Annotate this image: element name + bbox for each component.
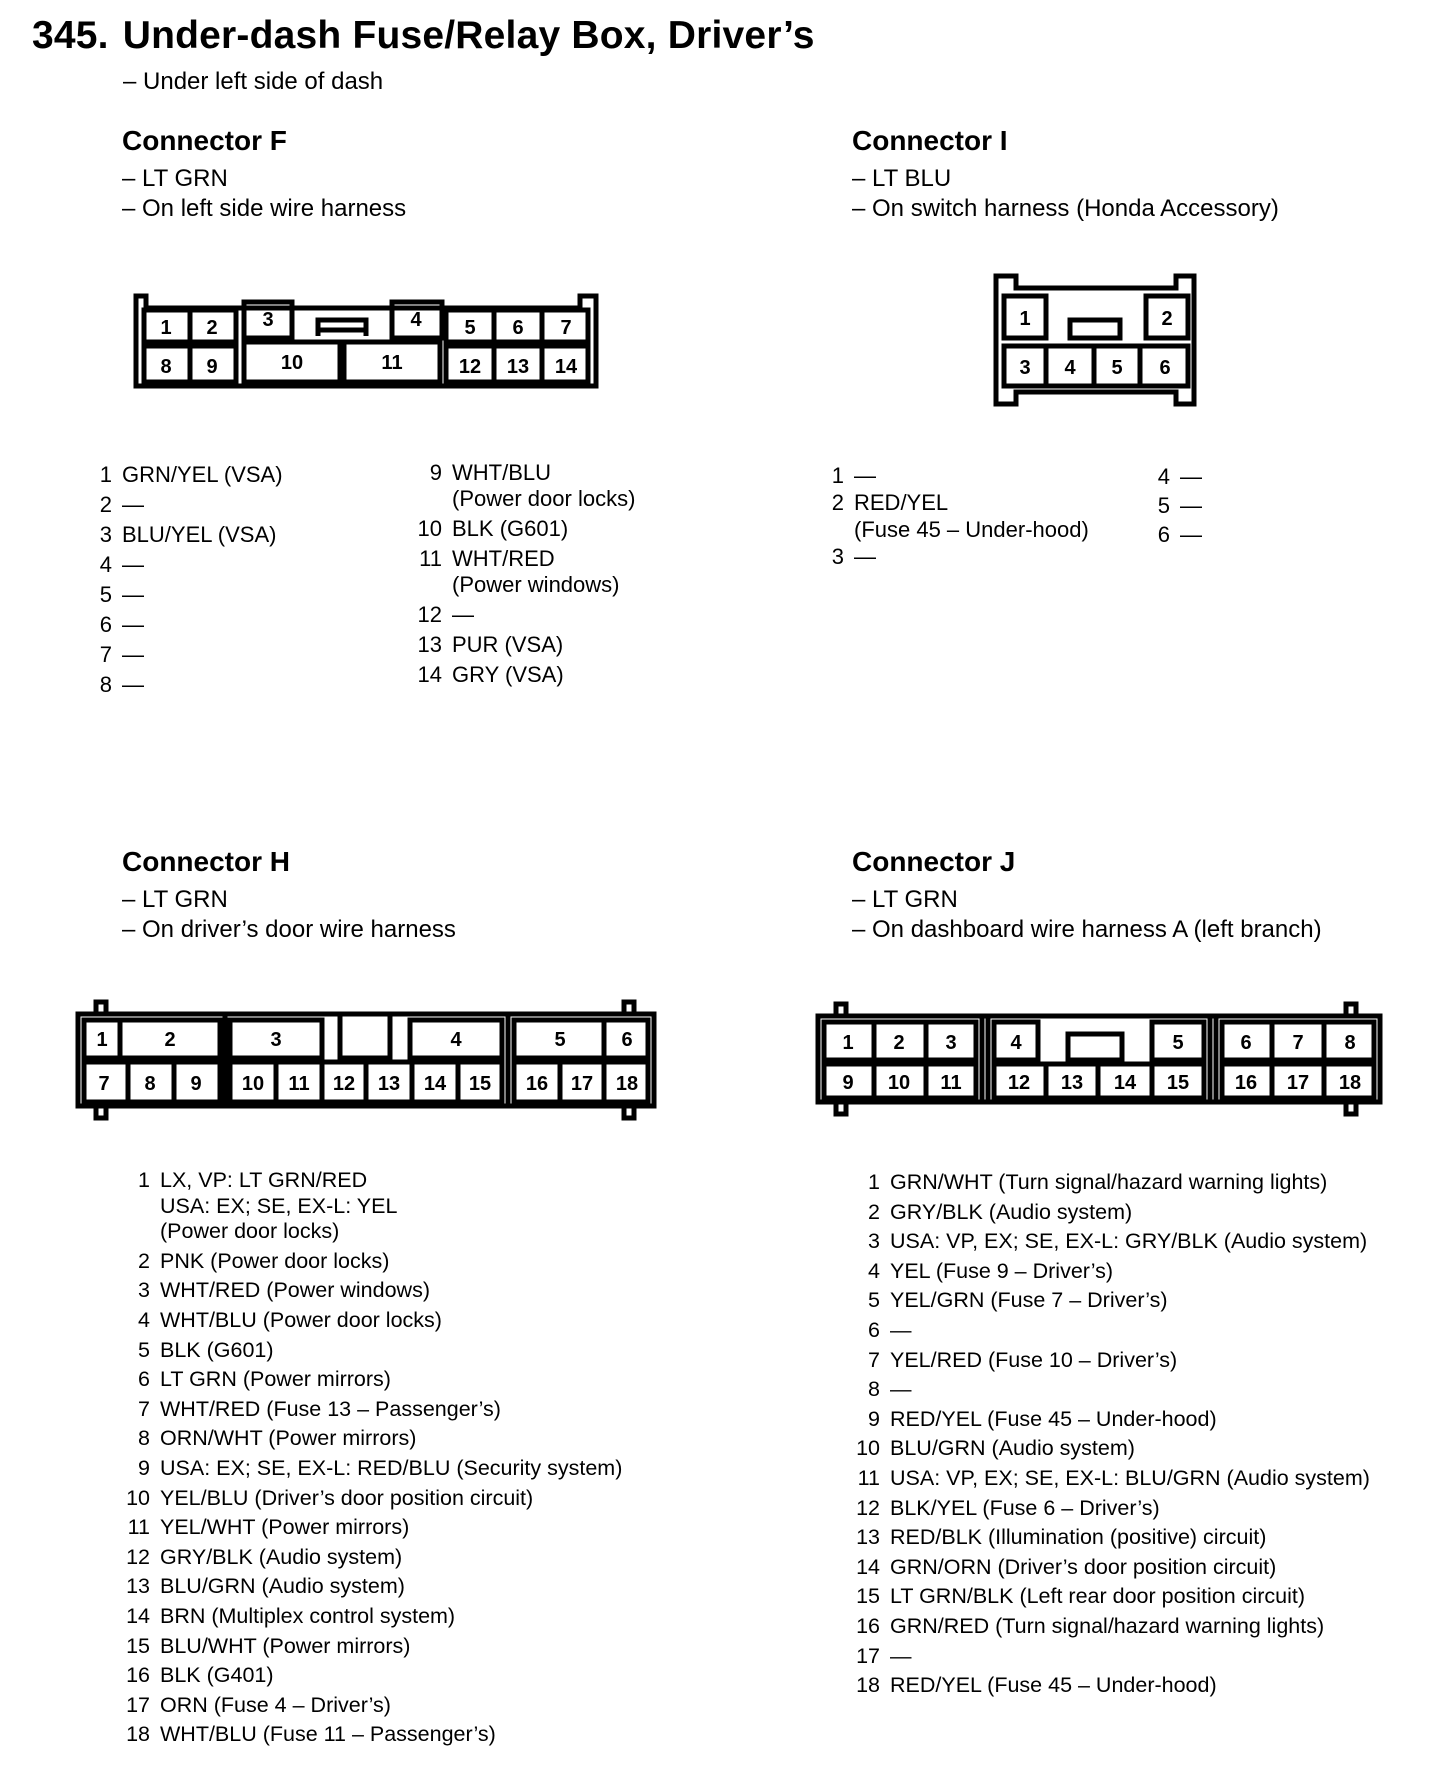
pin-entry bbox=[96, 490, 283, 520]
pin-wire: GRN/YEL (VSA) bbox=[122, 462, 283, 487]
pin-number: 3 bbox=[868, 1229, 880, 1254]
pin-entry bbox=[122, 1456, 622, 1482]
connector-f-pin-1: 1 bbox=[160, 317, 172, 339]
pin-number: 1 bbox=[868, 1170, 880, 1194]
pin-number: 3 bbox=[831, 544, 844, 569]
pin-wire: GRY/BLK (Audio system) bbox=[160, 1544, 403, 1569]
pin-entry bbox=[122, 1278, 622, 1304]
pin-entry bbox=[828, 489, 1089, 543]
connector-j-pin-7: 7 bbox=[1292, 1032, 1304, 1054]
page-title-text: Under-dash Fuse/Relay Box, Driver’s bbox=[122, 14, 815, 57]
pin-wire: — bbox=[1180, 464, 1202, 489]
connector-i-pin-3: 3 bbox=[1019, 357, 1031, 379]
pin-number: 7 bbox=[99, 642, 112, 667]
connector-h-pin-13: 13 bbox=[377, 1073, 401, 1095]
pin-entry bbox=[412, 632, 635, 658]
pin-wire: WHT/BLU (Power door locks) bbox=[452, 460, 636, 511]
connector-i-color: – LT BLU bbox=[852, 165, 952, 192]
connector-h-pin-15: 15 bbox=[468, 1073, 492, 1095]
pin-number: 9 bbox=[429, 460, 442, 485]
pin-wire: — bbox=[890, 1643, 912, 1668]
connector-j-pin-13: 13 bbox=[1060, 1072, 1084, 1094]
pin-number: 18 bbox=[126, 1722, 150, 1747]
pin-entry bbox=[852, 1346, 1370, 1376]
connector-j-pin-15: 15 bbox=[1166, 1072, 1190, 1094]
pin-entry bbox=[96, 580, 283, 610]
connector-f-pinlist-1 bbox=[96, 460, 283, 700]
pin-wire: RED/YEL (Fuse 45 – Under-hood) bbox=[890, 1673, 1217, 1698]
pin-wire: — bbox=[452, 602, 474, 627]
connector-h-diagram bbox=[78, 1002, 654, 1118]
connector-j-pin-6: 6 bbox=[1240, 1032, 1252, 1054]
pin-wire: GRY (VSA) bbox=[452, 662, 564, 687]
connector-h-pin-9: 9 bbox=[190, 1073, 202, 1095]
connector-h-pin-7: 7 bbox=[98, 1073, 110, 1095]
pin-entry bbox=[852, 1286, 1370, 1316]
pin-number: 3 bbox=[138, 1278, 150, 1303]
pin-entry bbox=[828, 462, 1089, 489]
connector-j-pin-3: 3 bbox=[945, 1032, 957, 1054]
pin-number: 11 bbox=[419, 546, 442, 571]
pin-entry bbox=[1154, 462, 1202, 491]
connector-j-pin-10: 10 bbox=[887, 1072, 911, 1094]
pin-number: 6 bbox=[868, 1317, 880, 1342]
connector-i-pin-1: 1 bbox=[1019, 308, 1031, 330]
pin-entry bbox=[122, 1426, 622, 1452]
pin-entry bbox=[852, 1582, 1370, 1612]
pin-number: 1 bbox=[99, 462, 112, 487]
pin-entry bbox=[96, 640, 283, 670]
connector-h-title: Connector H bbox=[122, 846, 290, 877]
pin-number: 5 bbox=[1157, 493, 1170, 518]
pin-entry bbox=[96, 550, 283, 580]
connector-j-title: Connector J bbox=[852, 846, 1016, 877]
connector-h-pin-17: 17 bbox=[570, 1073, 594, 1095]
connector-h-location: – On driver’s door wire harness bbox=[122, 916, 456, 943]
pin-wire: — bbox=[122, 612, 144, 637]
pin-wire: BLU/YEL (VSA) bbox=[122, 522, 277, 547]
connector-j-pin-5: 5 bbox=[1172, 1032, 1184, 1054]
pin-number: 10 bbox=[856, 1436, 880, 1461]
pin-wire: BLK (G601) bbox=[160, 1337, 274, 1362]
pin-wire: LT GRN/BLK (Left rear door position circuit) bbox=[890, 1584, 1306, 1609]
pin-number: 16 bbox=[126, 1663, 150, 1688]
pin-number: 9 bbox=[868, 1406, 880, 1431]
pin-entry bbox=[122, 1168, 622, 1245]
pin-number: 6 bbox=[1157, 522, 1170, 547]
connector-j-pin-9: 9 bbox=[842, 1072, 854, 1094]
pin-number: 1 bbox=[138, 1168, 150, 1192]
pin-number: 2 bbox=[99, 492, 112, 517]
connector-f-pin-10: 10 bbox=[280, 352, 304, 374]
connector-f-location: – On left side wire harness bbox=[122, 195, 407, 222]
pin-entry bbox=[122, 1722, 622, 1748]
pin-number: 10 bbox=[126, 1485, 150, 1510]
connector-h-pin-3: 3 bbox=[270, 1029, 282, 1051]
pin-wire: GRN/RED (Turn signal/hazard warning lights) bbox=[890, 1613, 1325, 1638]
pin-number: 8 bbox=[138, 1426, 150, 1451]
pin-entry bbox=[852, 1612, 1370, 1642]
pin-wire: BLU/WHT (Power mirrors) bbox=[160, 1633, 411, 1658]
pin-number: 6 bbox=[138, 1367, 150, 1392]
pin-wire: USA: VP, EX; SE, EX-L: GRY/BLK (Audio system) bbox=[890, 1229, 1368, 1254]
connector-h-pin-8: 8 bbox=[144, 1073, 156, 1095]
connector-i-location: – On switch harness (Honda Accessory) bbox=[852, 195, 1279, 222]
pin-entry bbox=[852, 1434, 1370, 1464]
pin-number: 18 bbox=[856, 1673, 880, 1698]
pin-entry bbox=[828, 543, 1089, 570]
pin-entry bbox=[412, 516, 635, 542]
pin-wire: YEL (Fuse 9 – Driver’s) bbox=[890, 1258, 1114, 1283]
pin-number: 15 bbox=[856, 1584, 880, 1609]
pin-wire: USA: VP, EX; SE, EX-L: BLU/GRN (Audio system) bbox=[890, 1465, 1370, 1490]
pin-number: 5 bbox=[99, 582, 112, 607]
pin-wire: YEL/RED (Fuse 10 – Driver’s) bbox=[890, 1347, 1178, 1372]
connector-f-pinlist-2 bbox=[412, 460, 635, 688]
connector-f-pin-4: 4 bbox=[410, 309, 422, 331]
pin-wire: — bbox=[122, 582, 144, 607]
connector-h-pin-18: 18 bbox=[615, 1073, 639, 1095]
connector-f-pin-13: 13 bbox=[506, 356, 530, 378]
pin-wire: BLU/GRN (Audio system) bbox=[160, 1574, 405, 1599]
pin-wire: BRN (Multiplex control system) bbox=[160, 1603, 456, 1628]
pin-entry bbox=[122, 1604, 622, 1630]
connector-j-pin-16: 16 bbox=[1234, 1072, 1258, 1094]
connector-i-pin-5: 5 bbox=[1111, 357, 1123, 379]
pin-number: 4 bbox=[1157, 464, 1170, 489]
pin-wire: GRN/WHT (Turn signal/hazard warning lights) bbox=[890, 1170, 1328, 1194]
pin-number: 4 bbox=[868, 1258, 880, 1283]
pin-entry bbox=[122, 1486, 622, 1512]
pin-number: 10 bbox=[417, 516, 442, 541]
pin-entry bbox=[96, 460, 283, 490]
pin-number: 17 bbox=[126, 1692, 150, 1717]
pin-wire: — bbox=[122, 642, 144, 667]
pin-entry bbox=[852, 1257, 1370, 1287]
pin-number: 2 bbox=[831, 490, 844, 515]
pin-entry bbox=[852, 1553, 1370, 1583]
connector-f-color: – LT GRN bbox=[122, 165, 228, 192]
pin-entry bbox=[852, 1198, 1370, 1228]
pin-entry bbox=[96, 670, 283, 700]
connector-h-pin-2: 2 bbox=[164, 1029, 176, 1051]
pin-entry bbox=[122, 1397, 622, 1423]
connector-j-pin-1: 1 bbox=[842, 1032, 854, 1054]
pin-number: 13 bbox=[856, 1525, 880, 1550]
pin-number: 16 bbox=[856, 1613, 880, 1638]
connector-f-pin-9: 9 bbox=[206, 356, 218, 378]
pin-wire: USA: EX; SE, EX-L: RED/BLU (Security system) bbox=[160, 1455, 623, 1480]
pin-entry bbox=[852, 1227, 1370, 1257]
pin-entry bbox=[852, 1523, 1370, 1553]
pin-number: 5 bbox=[138, 1337, 150, 1362]
pin-number: 14 bbox=[126, 1603, 150, 1628]
pin-number: 4 bbox=[99, 552, 112, 577]
connector-i-pin-4: 4 bbox=[1064, 357, 1076, 379]
connector-h-pin-1: 1 bbox=[96, 1029, 108, 1051]
connector-h-pin-6: 6 bbox=[621, 1029, 633, 1051]
pin-entry bbox=[122, 1545, 622, 1571]
pin-entry bbox=[122, 1693, 622, 1719]
pin-entry bbox=[852, 1316, 1370, 1346]
pin-entry bbox=[412, 662, 635, 688]
pin-number: 17 bbox=[856, 1643, 880, 1668]
page-number: 345. bbox=[32, 14, 109, 57]
pin-wire: PUR (VSA) bbox=[452, 632, 564, 657]
connector-h-pin-12: 12 bbox=[332, 1073, 356, 1095]
pin-entry bbox=[1154, 520, 1202, 549]
pin-wire: — bbox=[890, 1317, 912, 1342]
connector-i-pin-6: 6 bbox=[1159, 357, 1171, 379]
pin-entry bbox=[852, 1405, 1370, 1435]
connector-j-pin-11: 11 bbox=[940, 1072, 962, 1094]
pin-number: 15 bbox=[126, 1633, 150, 1658]
pin-wire: — bbox=[890, 1377, 912, 1402]
pin-wire: PNK (Power door locks) bbox=[160, 1248, 390, 1273]
connector-j-diagram bbox=[818, 1004, 1380, 1114]
pin-number: 14 bbox=[417, 662, 442, 687]
connector-h-pin-11: 11 bbox=[288, 1073, 310, 1095]
connector-h-pin-10: 10 bbox=[241, 1073, 265, 1095]
pin-wire: LX, VP: LT GRN/RED USA: EX; SE, EX-L: YEL (Power door locks) bbox=[160, 1168, 398, 1244]
connector-i-pinlist-1 bbox=[828, 462, 1089, 570]
pin-number: 12 bbox=[417, 602, 442, 627]
pin-wire: WHT/RED (Fuse 13 – Passenger’s) bbox=[160, 1396, 501, 1421]
pin-number: 11 bbox=[127, 1515, 150, 1540]
pin-wire: YEL/WHT (Power mirrors) bbox=[160, 1515, 410, 1540]
pin-number: 3 bbox=[99, 522, 112, 547]
pin-entry bbox=[122, 1367, 622, 1393]
connector-h-pin-4: 4 bbox=[450, 1029, 462, 1051]
pin-entry bbox=[122, 1634, 622, 1660]
pin-entry bbox=[852, 1494, 1370, 1524]
connector-j-pin-18: 18 bbox=[1338, 1072, 1362, 1094]
connector-j-pin-2: 2 bbox=[893, 1032, 905, 1054]
pin-wire: BLK/YEL (Fuse 6 – Driver’s) bbox=[890, 1495, 1160, 1520]
pin-wire: WHT/RED (Power windows) bbox=[452, 546, 620, 597]
pin-entry bbox=[122, 1515, 622, 1541]
connector-h-color: – LT GRN bbox=[122, 886, 228, 913]
pin-wire: RED/BLK (Illumination (positive) circuit) bbox=[890, 1525, 1267, 1550]
pin-number: 7 bbox=[868, 1347, 880, 1372]
pin-wire: — bbox=[122, 552, 144, 577]
connector-j-pin-4: 4 bbox=[1010, 1032, 1022, 1054]
connector-i-pin-2: 2 bbox=[1161, 308, 1173, 330]
pin-number: 7 bbox=[138, 1396, 150, 1421]
connector-j-pinlist bbox=[852, 1168, 1370, 1701]
connector-f-pin-6: 6 bbox=[512, 317, 524, 339]
pin-wire: — bbox=[1180, 493, 1202, 518]
pin-wire: GRN/ORN (Driver’s door position circuit) bbox=[890, 1554, 1277, 1579]
connector-h-pin-16: 16 bbox=[525, 1073, 549, 1095]
pin-wire: WHT/BLU (Power door locks) bbox=[160, 1307, 442, 1332]
connector-j-color: – LT GRN bbox=[852, 886, 958, 913]
pin-entry bbox=[852, 1375, 1370, 1405]
pin-entry bbox=[122, 1574, 622, 1600]
pin-entry bbox=[412, 460, 635, 512]
connector-i-title: Connector I bbox=[852, 125, 1008, 156]
connector-i-diagram bbox=[996, 276, 1194, 404]
connector-j-pin-14: 14 bbox=[1113, 1072, 1137, 1094]
connector-h-pin-14: 14 bbox=[423, 1073, 447, 1095]
pin-number: 6 bbox=[99, 612, 112, 637]
pin-wire: WHT/BLU (Fuse 11 – Passenger’s) bbox=[160, 1722, 496, 1747]
pin-entry bbox=[852, 1671, 1370, 1701]
pin-entry bbox=[852, 1464, 1370, 1494]
connector-j-pin-17: 17 bbox=[1286, 1072, 1310, 1094]
pin-number: 5 bbox=[868, 1288, 880, 1313]
pin-number: 2 bbox=[868, 1199, 880, 1224]
pin-entry bbox=[122, 1308, 622, 1334]
pin-number: 1 bbox=[831, 463, 844, 488]
pin-entry bbox=[122, 1249, 622, 1275]
pin-wire: — bbox=[854, 544, 876, 569]
pin-wire: RED/YEL (Fuse 45 – Under-hood) bbox=[890, 1406, 1217, 1431]
connector-i-pinlist-2 bbox=[1154, 462, 1202, 549]
connector-f-pin-7: 7 bbox=[560, 317, 572, 339]
connector-f-pin-14: 14 bbox=[554, 356, 578, 378]
pin-number: 2 bbox=[138, 1248, 150, 1273]
connector-f-pin-8: 8 bbox=[160, 356, 172, 378]
pin-entry bbox=[96, 610, 283, 640]
connector-f-pin-3: 3 bbox=[262, 309, 274, 331]
pin-number: 12 bbox=[856, 1495, 880, 1520]
page-location: – Under left side of dash bbox=[123, 68, 384, 95]
pin-wire: RED/YEL (Fuse 45 – Under-hood) bbox=[854, 490, 1089, 542]
connector-f-pin-2: 2 bbox=[206, 317, 218, 339]
pin-wire: — bbox=[1180, 522, 1202, 547]
connector-f-pin-12: 12 bbox=[458, 356, 482, 378]
pin-number: 8 bbox=[99, 672, 112, 697]
pin-number: 13 bbox=[126, 1574, 150, 1599]
pin-entry bbox=[412, 602, 635, 628]
connector-j-location: – On dashboard wire harness A (left branch) bbox=[852, 916, 1322, 943]
pin-wire: ORN/WHT (Power mirrors) bbox=[160, 1426, 417, 1451]
pin-entry bbox=[852, 1642, 1370, 1672]
pin-number: 9 bbox=[138, 1455, 150, 1480]
connector-j-pin-12: 12 bbox=[1007, 1072, 1031, 1094]
pin-wire: WHT/RED (Power windows) bbox=[160, 1278, 430, 1303]
pin-entry bbox=[852, 1168, 1370, 1198]
pin-entry bbox=[1154, 491, 1202, 520]
pin-wire: GRY/BLK (Audio system) bbox=[890, 1199, 1133, 1224]
pin-number: 11 bbox=[857, 1465, 880, 1490]
pin-number: 14 bbox=[856, 1554, 880, 1579]
pin-entry bbox=[412, 546, 635, 598]
pin-number: 13 bbox=[417, 632, 442, 657]
pin-wire: YEL/BLU (Driver’s door position circuit) bbox=[160, 1485, 534, 1510]
pin-wire: — bbox=[854, 463, 876, 488]
pin-entry bbox=[122, 1663, 622, 1689]
connector-f-title: Connector F bbox=[122, 125, 287, 156]
pin-wire: YEL/GRN (Fuse 7 – Driver’s) bbox=[890, 1288, 1168, 1313]
connector-f-pin-5: 5 bbox=[464, 317, 476, 339]
pin-entry bbox=[122, 1338, 622, 1364]
pin-wire: ORN (Fuse 4 – Driver’s) bbox=[160, 1692, 391, 1717]
connector-h-pinlist bbox=[122, 1168, 622, 1748]
pin-entry bbox=[96, 520, 283, 550]
pin-wire: — bbox=[122, 672, 144, 697]
pin-wire: LT GRN (Power mirrors) bbox=[160, 1367, 391, 1392]
pin-wire: BLK (G601) bbox=[452, 516, 569, 541]
connector-j-pin-8: 8 bbox=[1344, 1032, 1356, 1054]
pin-number: 4 bbox=[138, 1307, 150, 1332]
pin-number: 12 bbox=[126, 1544, 150, 1569]
pin-number: 8 bbox=[868, 1377, 880, 1402]
pin-wire: — bbox=[122, 492, 144, 517]
pin-wire: BLK (G401) bbox=[160, 1663, 274, 1688]
pin-wire: BLU/GRN (Audio system) bbox=[890, 1436, 1135, 1461]
connector-f-pin-11: 11 bbox=[381, 352, 403, 374]
connector-h-pin-5: 5 bbox=[554, 1029, 566, 1051]
